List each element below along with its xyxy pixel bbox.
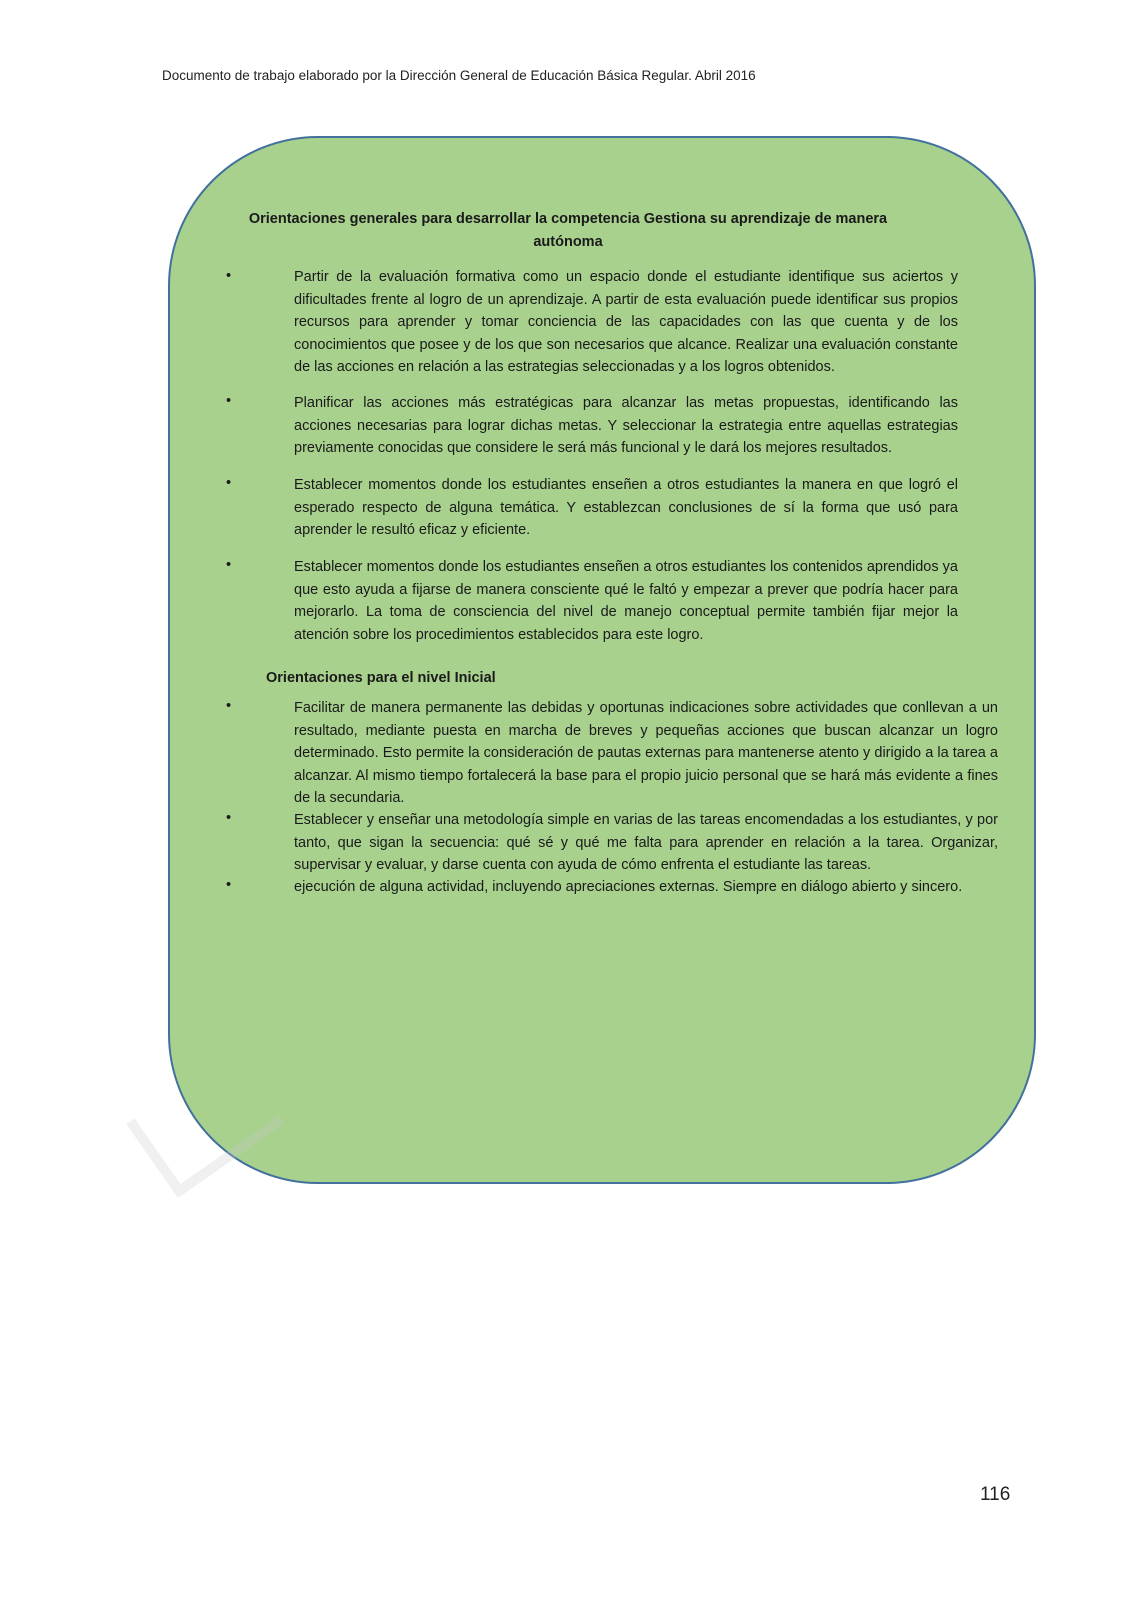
general-item-1: Partir de la evaluación formativa como un espacio donde el estudiante identifique sus aciertos y dificultades frente al logro de un aprendizaje. A partir de esta evaluación puede identificar sus propios recursos para aprender y tomar conciencia de las capacidades con las que cuenta y de los conocimientos que posee y de los que son necesarios que alcance. Realizar una evaluación constante de las acciones en relación a las estrategias seleccionadas y a los logros obtenidos. (294, 269, 958, 376)
general-item-3: Establecer momentos donde los estudiantes enseñen a otros estudiantes la manera en que logró el esperado respecto de alguna temática. Y establezcan conclusiones de sí la forma que usó para aprender le resultó eficaz y eficiente. (294, 477, 958, 539)
bullet-icon: • (226, 877, 232, 893)
panel-title: Orientaciones generales para desarrollar la competencia Gestiona su aprendizaje de manera autónoma (248, 211, 888, 250)
section-title-inicial: Orientaciones para el nivel Inicial (266, 670, 496, 686)
bullet-icon: • (226, 475, 232, 491)
inicial-item-1: Facilitar de manera permanente las debidas y oportunas indicaciones sobre actividades que conllevan a un resultado, mediante puesta en marcha de breves y pequeñas acciones que buscan alcanzar un logro determinado. Esto permite la consideración de pautas externas para mantenerse atento y dirigido a la tarea a alcanzar. Al mismo tiempo fortalecerá la base para el propio juicio personal que se hará más evidente a fines de la secundaria. (294, 700, 998, 807)
bullet-icon: • (226, 810, 232, 826)
general-item-4: Establecer momentos donde los estudiantes enseñen a otros estudiantes los contenidos aprendidos ya que esto ayuda a fijarse de manera consciente qué le faltó y empezar a prever que podría hacer para mejorarlo. La toma de consciencia del nivel de manejo conceptual permite también fijar mejor la atención sobre los procedimientos establecidos para este logro. (294, 559, 958, 643)
inicial-item-2: Establecer y enseñar una metodología simple en varias de las tareas encomendadas a los estudiantes, y por tanto, que sigan la secuencia: qué sé y qué me falta para aprender en relación a la tarea. Organizar, supervisar y evaluar, y darse cuenta con ayuda de cómo enfrenta el estudiante las tareas. (294, 812, 998, 874)
bullet-icon: • (226, 268, 232, 284)
inicial-item-3: ejecución de alguna actividad, incluyendo apreciaciones externas. Siempre en diálogo abierto y sincero. (294, 879, 963, 895)
bullet-icon: • (226, 393, 232, 409)
page-number: 116 (980, 1484, 1011, 1505)
document-header: Documento de trabajo elaborado por la Dirección General de Educación Básica Regular. Abril 2016 (162, 68, 756, 83)
bullet-icon: • (226, 557, 232, 573)
bullet-icon: • (226, 698, 232, 714)
general-item-2: Planificar las acciones más estratégicas para alcanzar las metas propuestas, identificando las acciones necesarias para lograr dichas metas. Y seleccionar la estrategia entre aquellas estrategias previamente conocidas que considere le será más funcional y le dará los mejores resultados. (294, 395, 958, 457)
